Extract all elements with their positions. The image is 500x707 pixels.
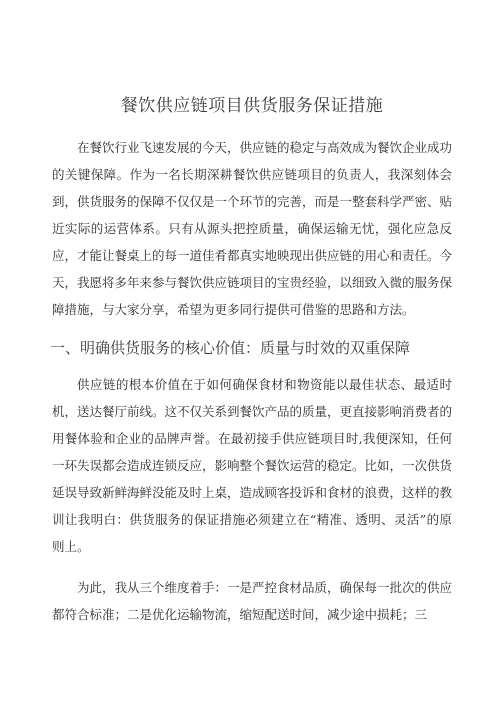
section-paragraph-1: 供应链的根本价值在于如何确保食材和物资能以最佳状态、最适时机，送达餐厅前线。这不仅关系到餐饮产品的质量，更直接影响消费者的用餐体验和企业的品牌声誉。在最初接手供应链项目时,我便深知，任何一环失误都会造成连锁反应，影响整个餐饮运营的稳定。比如，一次供货延误导致新鲜海鲜没能及时上桌，造成顾客投诉和食材的浪费，这样的教训让我明白：供货服务的保证措施必须建立在“精准、透明、灵活”的原则上。 bbox=[52, 377, 453, 554]
section-paragraph-2: 为此，我从三个维度着手：一是严控食材品质，确保每一批次的供应都符合标准；二是优化运输物流，缩短配送时间，减少途中损耗；三 bbox=[52, 580, 453, 622]
section-heading: 一、明确供货服务的核心价值：质量与时效的双重保障 bbox=[50, 339, 411, 357]
document-title: 餐饮供应链项目供货服务保证措施 bbox=[120, 96, 384, 116]
intro-paragraph: 在餐饮行业飞速发展的今天，供应链的稳定与高效成为餐饮企业成功的关键保障。作为一名长期深耕餐饮供应链项目的负责人，我深刻体会到，供货服务的保障不仅仅是一个环节的完善，而是一整套科学严密、贴近实际的运营体系。只有从源头把控质量，确保运输无忧，强化应急反应，才能让餐桌上的每一道佳肴都真实地映现出供应链的用心和责任。今天，我愿将多年来参与餐饮供应链项目的宝贵经验，以细致入微的服务保障措施，与大家分享，希望为更多同行提供可借鉴的思路和方法。 bbox=[52, 140, 453, 317]
